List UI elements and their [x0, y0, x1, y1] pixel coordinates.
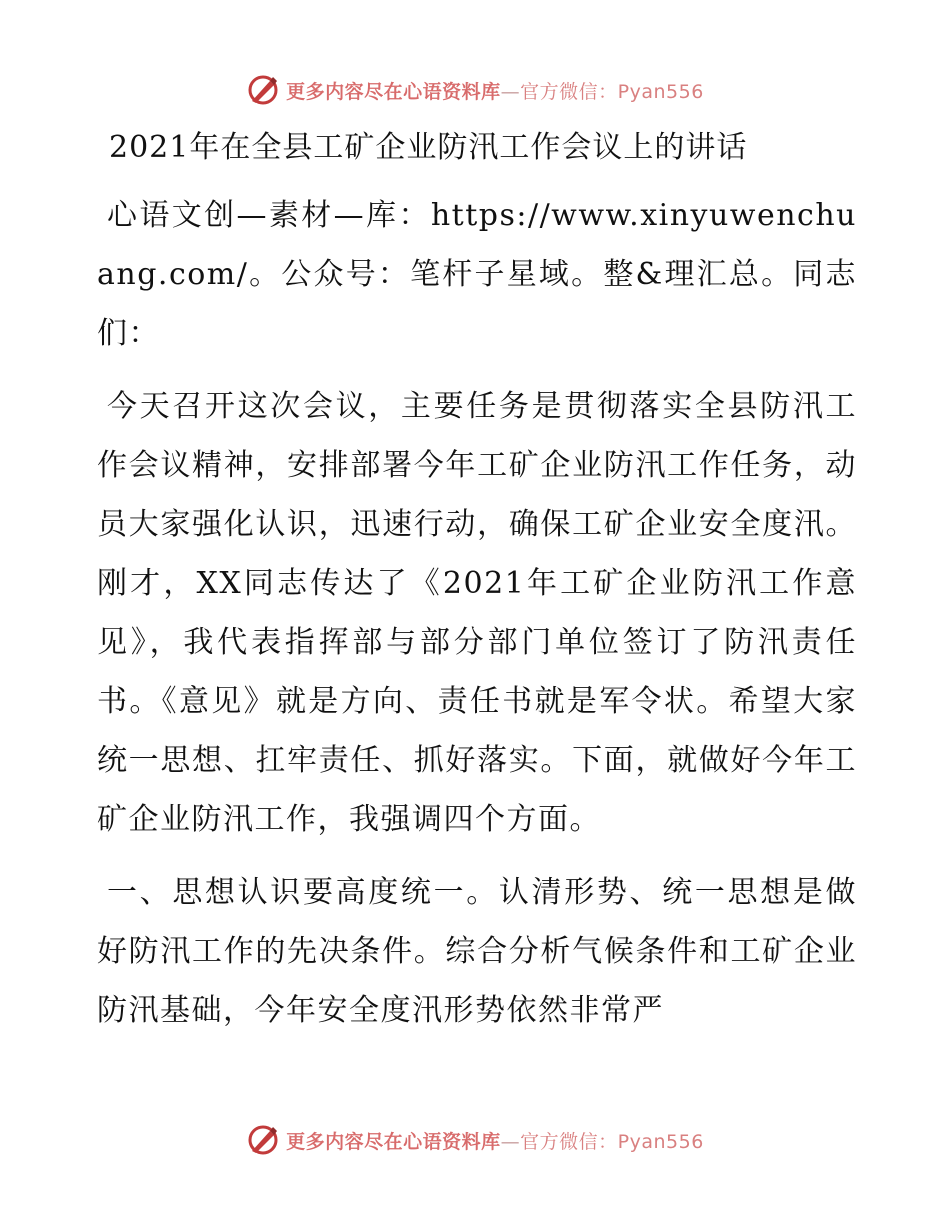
paragraph-text: 心语文创—素材—库：https://www.xinyuwenchuang.com/。公众号：笔杆子星域。整&理汇总。同志们：: [97, 198, 857, 351]
banner-main-text: 更多内容尽在心语资料库: [286, 1130, 501, 1153]
paragraph-text: 今天召开这次会议，主要任务是贯彻落实全县防汛工作会议精神，安排部署今年工矿企业防汛工作任务，动员大家强化认识，迅速行动，确保工矿企业安全度汛。刚才，XX同志传达了《2021年工矿企业防汛工作意见》，我代表指挥部与部分部门单位签订了防汛责任书。《意见》就是方向、责任书就是军令状。希望大家统一思想、扛牢责任、抓好落实。下面，就做好今年工矿企业防汛工作，我强调四个方面。: [97, 389, 857, 837]
pen-logo-icon: [246, 1123, 280, 1157]
footer-watermark-banner: [0, 1120, 950, 1160]
banner-separator: —: [500, 1130, 521, 1153]
banner-text: [286, 1127, 704, 1154]
paragraph-section-one: [97, 863, 857, 1040]
paragraph-text: 一、思想认识要高度统一。认清形势、统一思想是做好防汛工作的先决条件。综合分析气候条件和工矿企业防汛基础，今年安全度汛形势依然非常严: [97, 875, 857, 1028]
banner-contact: 官方微信：Pyan556: [520, 80, 704, 103]
paragraph-opening: [97, 377, 857, 849]
pen-logo-icon: [246, 73, 280, 107]
banner-text: [286, 77, 704, 104]
banner-separator: —: [500, 80, 521, 103]
document-body: [97, 120, 857, 1054]
paragraph-intro: [97, 186, 857, 363]
header-watermark-banner: [0, 70, 950, 110]
banner-contact: 官方微信：Pyan556: [520, 1130, 704, 1153]
document-title: 2021年在全县工矿企业防汛工作会议上的讲话: [109, 130, 748, 165]
banner-main-text: 更多内容尽在心语资料库: [286, 80, 501, 103]
